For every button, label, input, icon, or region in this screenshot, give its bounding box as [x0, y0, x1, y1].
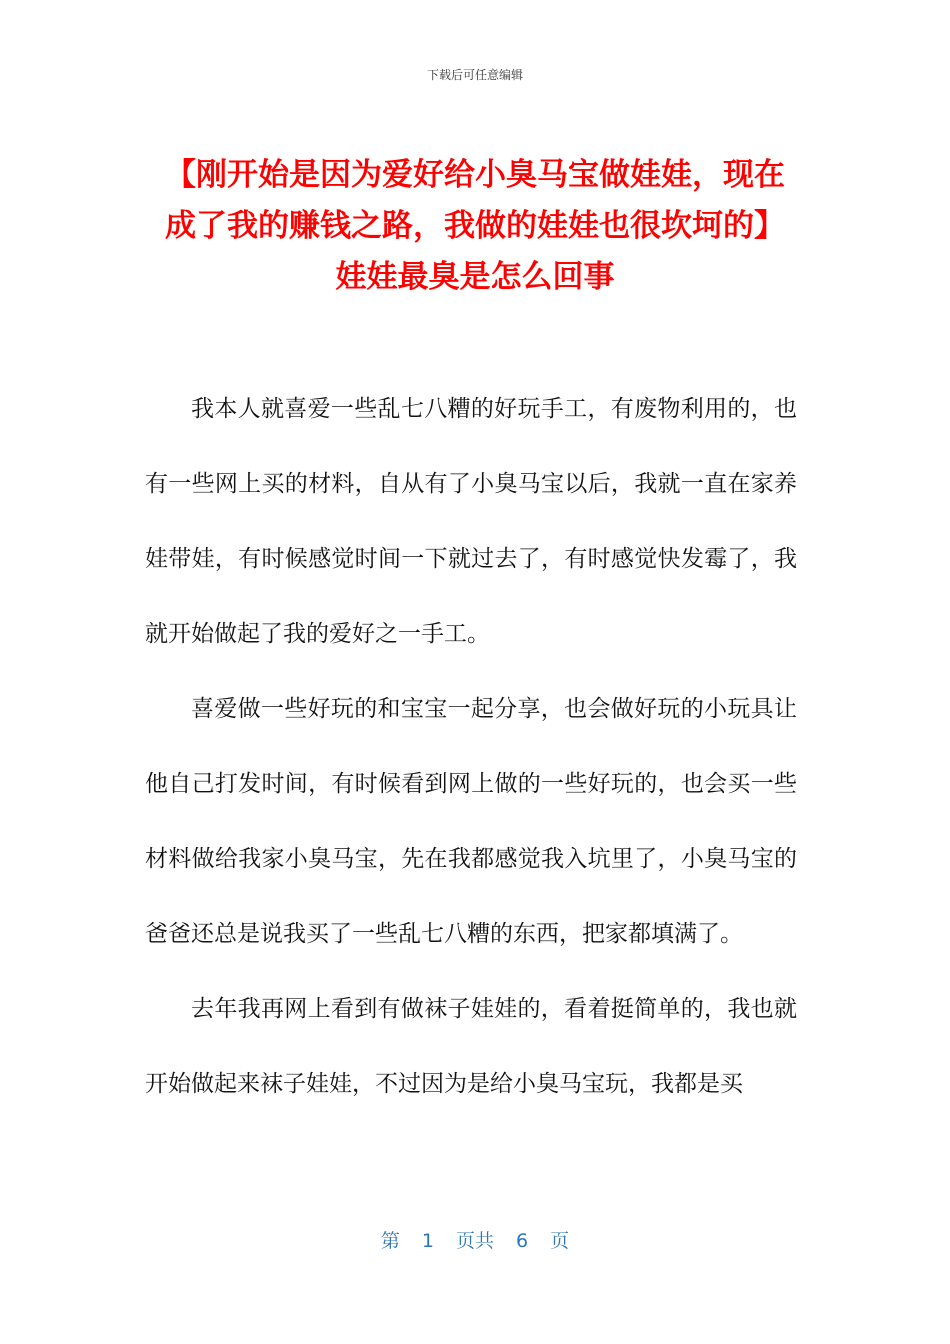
paragraph-1: 我本人就喜爱一些乱七八糟的好玩手工，有废物利用的，也有一些网上买的材料，自从有了小臭马宝以后，我就一直在家养娃带娃，有时候感觉时间一下就过去了，有时感觉快发霉了，我就开始做起了我的爱好之一手工。: [145, 396, 797, 647]
page-footer: [0, 1226, 950, 1253]
paragraph-3: 去年我再网上看到有做袜子娃娃的，看着挺简单的，我也就开始做起来袜子娃娃，不过因为是给小臭马宝玩，我都是买: [145, 996, 797, 1097]
document-title: 【刚开始是因为爱好给小臭马宝做娃娃，现在成了我的赚钱之路，我做的娃娃也很坎坷的】娃娃最臭是怎么回事: [165, 157, 785, 295]
page-number: 1: [421, 1230, 434, 1252]
paragraph-2: 喜爱做一些好玩的和宝宝一起分享，也会做好玩的小玩具让他自己打发时间，有时候看到网上做的一些好玩的，也会买一些材料做给我家小臭马宝，先在我都感觉我入坑里了，小臭马宝的爸爸还总是说我买了一些乱七八糟的东西，把家都填满了。: [145, 696, 797, 947]
total-pages: 6: [516, 1230, 529, 1252]
document-body: [145, 372, 797, 1122]
page-label-prefix: 第: [380, 1230, 400, 1252]
page-label-mid: 页共: [455, 1230, 494, 1252]
page-label-suffix: 页: [550, 1230, 570, 1252]
page-header-note: 下载后可任意编辑: [426, 68, 523, 82]
